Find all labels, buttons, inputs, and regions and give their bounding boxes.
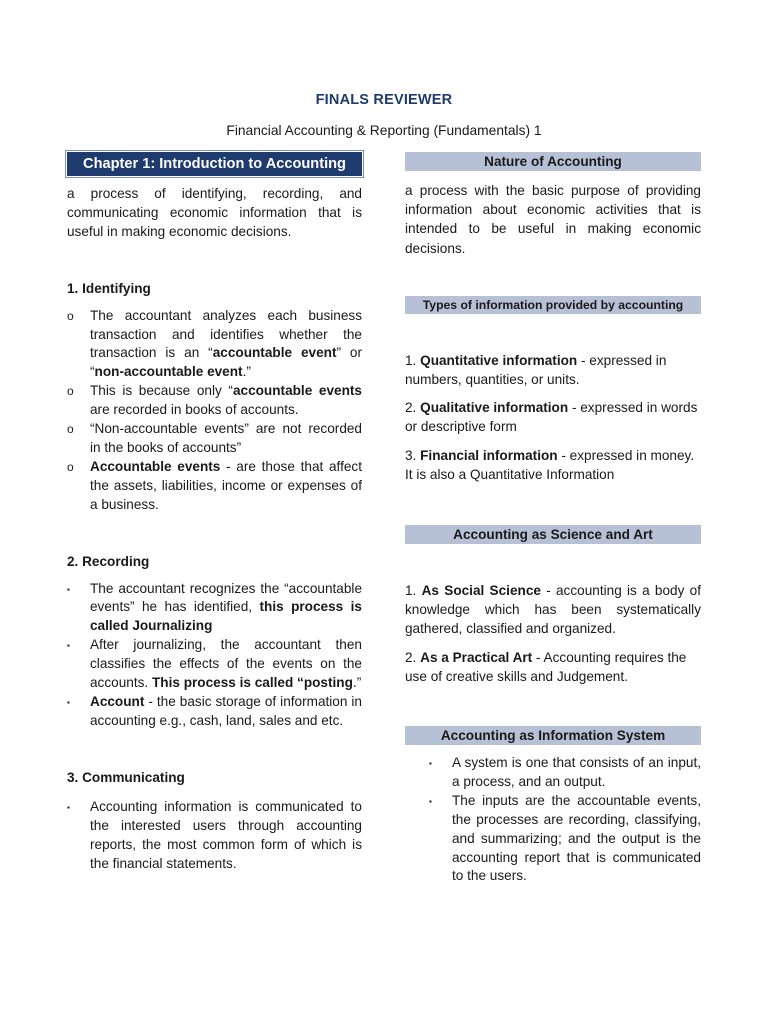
- circle-bullet-icon: o: [67, 422, 74, 437]
- list-item: ▪ The accountant recognizes the “accountable events” he has identified, this process is called Journalizing: [67, 580, 362, 634]
- list-item: o Accountable events - are those that affect the assets, liabilities, income or expenses of a business.: [67, 458, 362, 512]
- circle-bullet-icon: o: [67, 384, 74, 399]
- nature-header: Nature of Accounting: [405, 152, 701, 171]
- list-item: 1. As Social Science - accounting is a body of knowledge which has been systematically gathered, classified and organized.: [405, 583, 701, 637]
- science-art-header: Accounting as Science and Art: [405, 525, 701, 544]
- accounting-definition: a process of identifying, recording, and communicating economic information that is useful in making economic decisions.: [67, 186, 362, 240]
- list-item: o The accountant analyzes each business transaction and identifies whether the transaction is an “accountable event” or “non-accountable event.”: [67, 307, 362, 380]
- square-bullet-icon: ▪: [67, 584, 70, 594]
- science-art-list: [405, 581, 701, 686]
- chapter-title: Chapter 1: Introduction to Accounting: [67, 152, 362, 176]
- right-column: [405, 152, 701, 886]
- info-system-list: [429, 754, 701, 886]
- list-item: 2. Qualitative information - expressed in words or descriptive form: [405, 400, 698, 435]
- list-item: ▪ A system is one that consists of an input, a process, and an output.: [429, 755, 701, 789]
- list-item: ▪ Accounting information is communicated to the interested users through accounting reports, the most common form of which is the financial statements.: [67, 798, 362, 871]
- communicating-list: [67, 798, 362, 874]
- list-item: 3. Financial information - expressed in money. It is also a Quantitative Information: [405, 447, 695, 482]
- list-item: ▪ Account - the basic storage of information in accounting e.g., cash, land, sales and etc.: [67, 694, 362, 728]
- square-bullet-icon: ▪: [429, 759, 432, 769]
- types-list: [405, 351, 701, 484]
- list-item: o This is because only “accountable events are recorded in books of accounts.: [67, 383, 362, 418]
- square-bullet-icon: ▪: [67, 802, 70, 812]
- info-system-header: Accounting as Information System: [405, 726, 701, 745]
- circle-bullet-icon: o: [67, 308, 74, 323]
- circle-bullet-icon: o: [67, 459, 74, 474]
- list-item: ▪ After journalizing, the accountant then classifies the effects of the events on the accounts. This process is called “posting.”: [67, 637, 362, 691]
- identifying-heading: 1. Identifying: [67, 280, 151, 296]
- left-column: [67, 152, 362, 873]
- square-bullet-icon: ▪: [429, 796, 432, 806]
- recording-list: [67, 580, 362, 731]
- list-item: o “Non-accountable events” are not recorded in the books of accounts”: [67, 421, 362, 455]
- identifying-list: [67, 307, 362, 515]
- recording-heading: 2. Recording: [67, 553, 150, 569]
- square-bullet-icon: ▪: [67, 641, 70, 651]
- list-item: ▪ The inputs are the accountable events, the processes are recording, classifying, and summarizing; and the output is the accounting report that is communicated to the users.: [429, 792, 701, 884]
- types-header: Types of information provided by accounting: [405, 296, 701, 314]
- communicating-heading: 3. Communicating: [67, 769, 185, 785]
- square-bullet-icon: ▪: [67, 698, 70, 708]
- list-item: 2. As a Practical Art - Accounting requires the use of creative skills and Judgement.: [405, 649, 687, 684]
- document-title: FINALS REVIEWER: [315, 92, 453, 108]
- nature-text: a process with the basic purpose of providing information about economic activities that is intended to be useful in making economic decisions.: [405, 183, 701, 256]
- list-item: 1. Quantitative information - expressed in numbers, quantities, or units.: [405, 352, 667, 388]
- document-subtitle: Financial Accounting & Reporting (Fundamentals) 1: [226, 123, 542, 138]
